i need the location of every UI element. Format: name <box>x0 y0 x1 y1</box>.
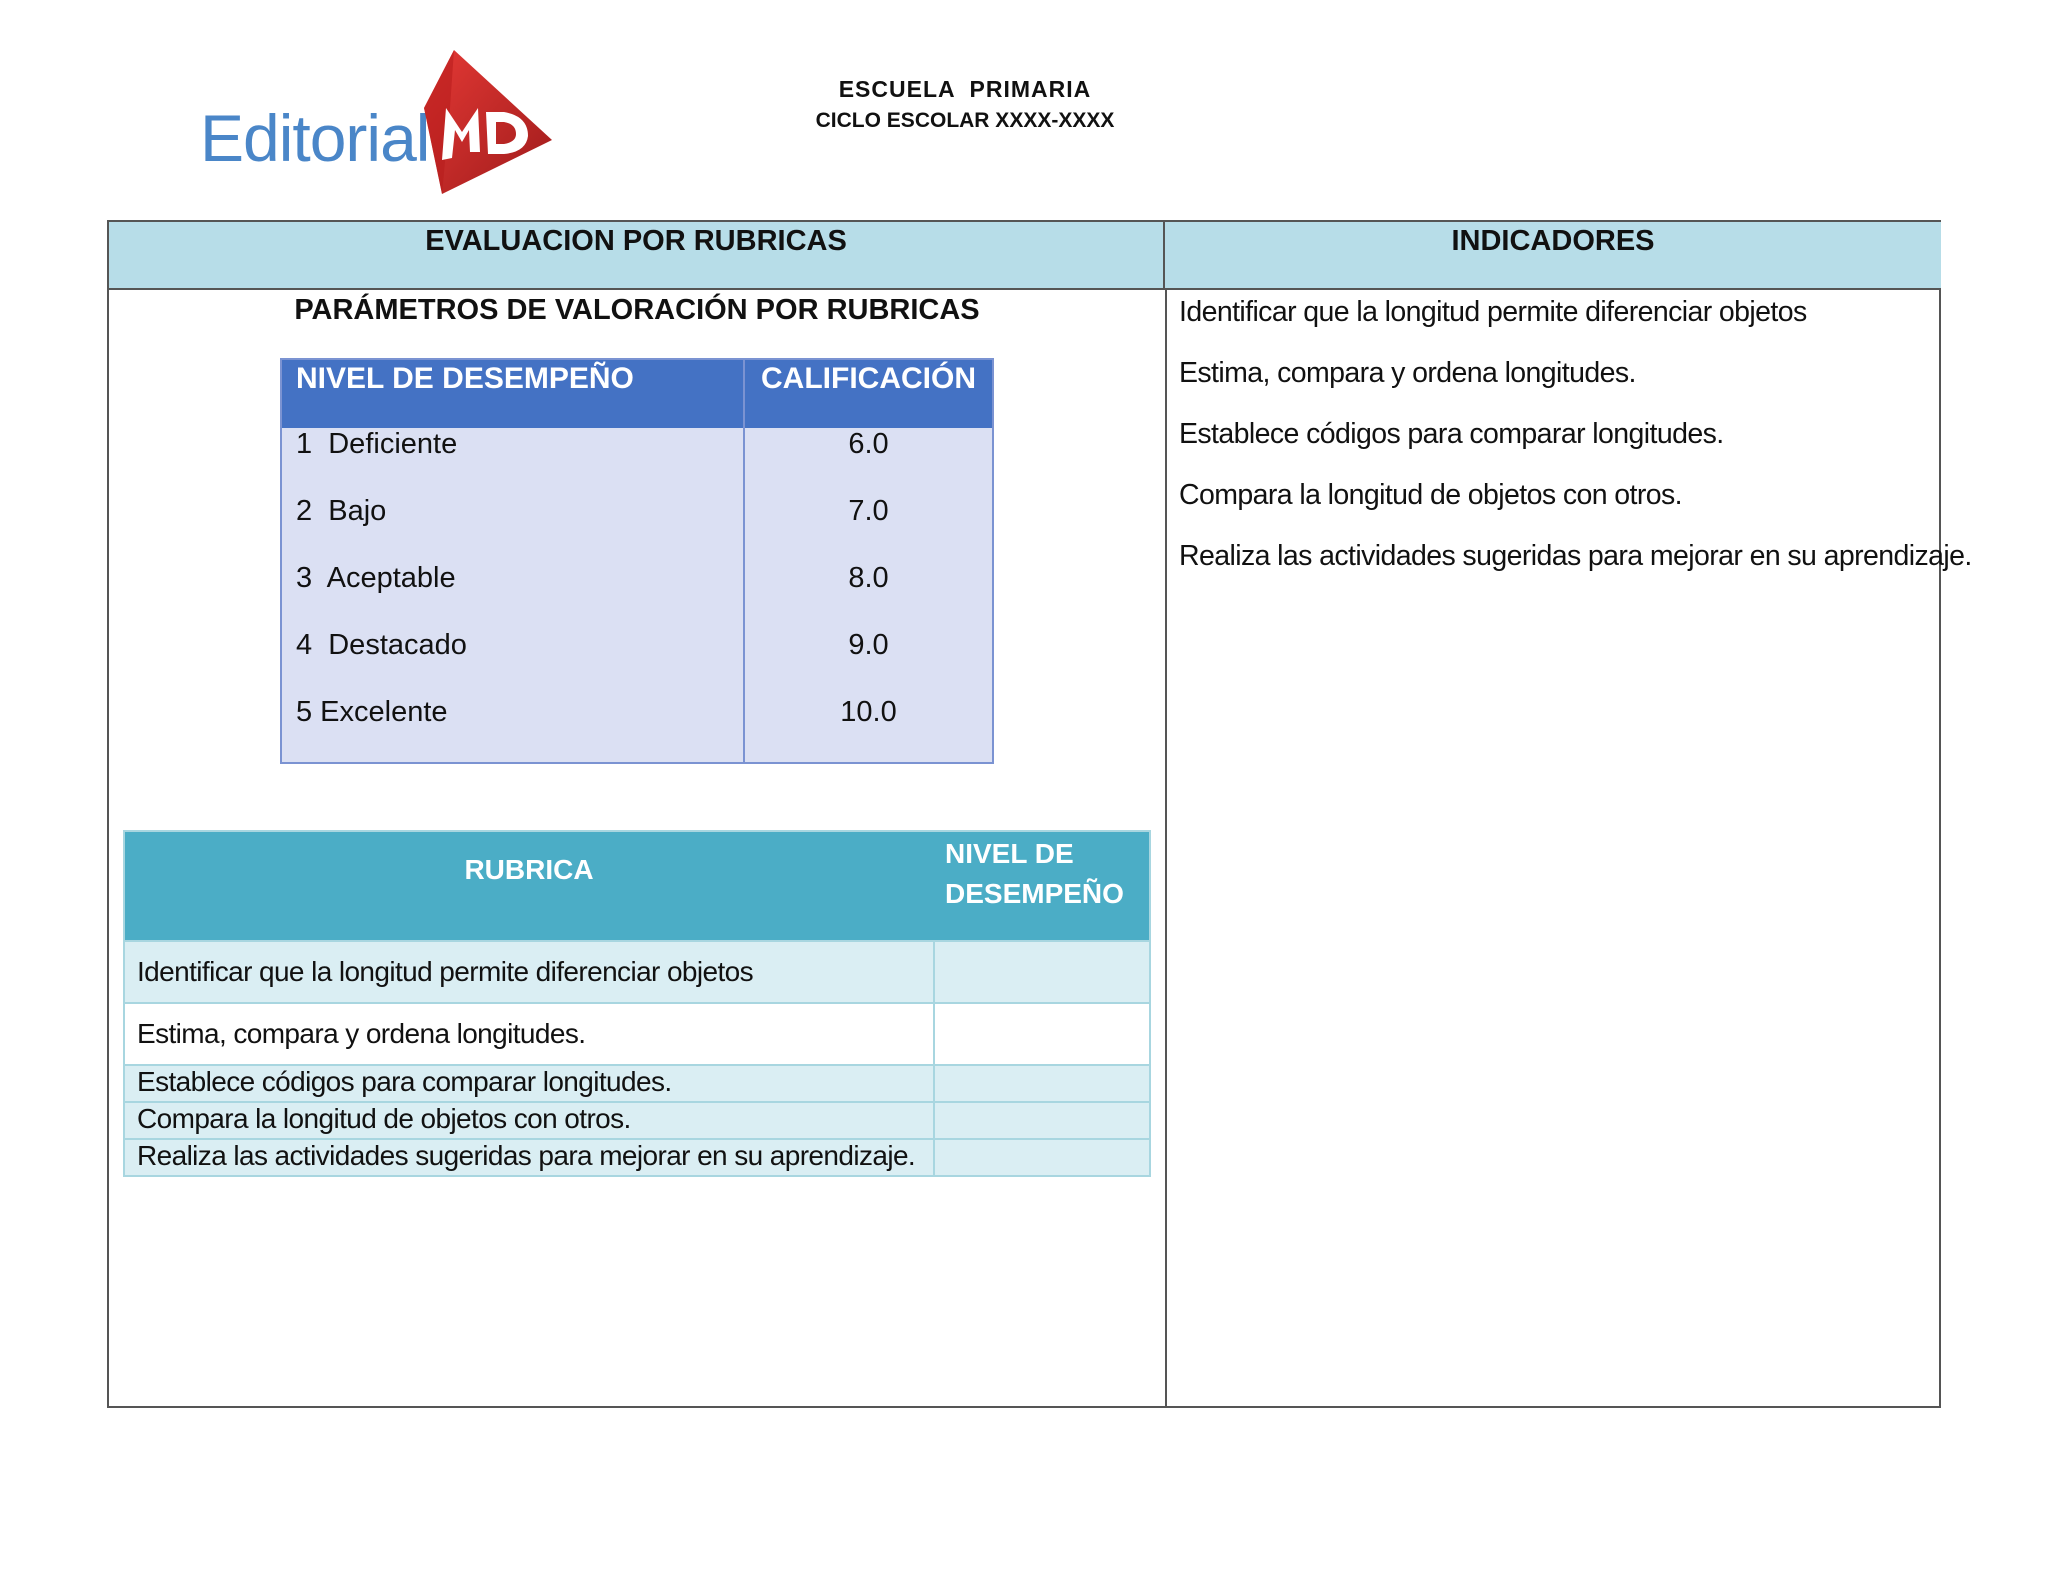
level-score: 10.0 <box>840 696 897 728</box>
rubrica-row <box>125 1101 1149 1138</box>
rubrica-divider <box>933 942 935 1002</box>
rubrica-table <box>123 830 1151 1177</box>
level-name: 3 Aceptable <box>296 562 456 594</box>
level-row <box>282 696 992 763</box>
rubrica-row <box>125 1002 1149 1064</box>
rubrica-divider <box>933 1066 935 1101</box>
params-title: PARÁMETROS DE VALORACIÓN POR RUBRICAS <box>294 294 980 326</box>
rubrica-row <box>125 1064 1149 1101</box>
rubrica-divider <box>933 1103 935 1138</box>
score-column-header: CALIFICACIÓN <box>761 362 976 395</box>
evaluation-header: EVALUACION POR RUBRICAS <box>109 222 1165 290</box>
indicators-header: INDICADORES <box>1165 222 1941 290</box>
level-score: 7.0 <box>848 495 889 527</box>
indicator-item: Realiza las actividades sugeridas para mejorar en su aprendizaje. <box>1179 540 1972 572</box>
level-name: 2 Bajo <box>296 495 387 527</box>
school-name: ESCUELA PRIMARIA <box>838 76 1092 102</box>
editorial-md-logo <box>196 48 556 198</box>
rubrica-row <box>125 940 1149 1002</box>
level-name: 1 Deficiente <box>296 428 458 460</box>
rubrica-row <box>125 1138 1149 1175</box>
rubrica-criterion: Estima, compara y ordena longitudes. <box>137 1018 586 1049</box>
performance-header-line1: NIVEL DE <box>945 838 1074 869</box>
rubrica-table-header <box>125 832 1149 940</box>
level-score: 6.0 <box>848 428 889 460</box>
level-row <box>282 428 992 495</box>
level-name: 4 Destacado <box>296 629 467 661</box>
rubrica-column-header: RUBRICA <box>464 854 594 885</box>
level-row <box>282 562 992 629</box>
rubrica-criterion: Identificar que la longitud permite diferenciar objetos <box>137 956 754 987</box>
logo-text: Editorial <box>200 101 430 175</box>
rubrica-divider <box>933 1140 935 1175</box>
indicators-list <box>1179 294 1972 599</box>
level-score: 8.0 <box>848 562 889 594</box>
level-row <box>282 629 992 696</box>
rubrica-criterion: Realiza las actividades sugeridas para mejorar en su aprendizaje. <box>137 1140 916 1171</box>
md-logo-icon <box>424 48 556 194</box>
school-cycle: CICLO ESCOLAR XXXX-XXXX <box>815 109 1115 132</box>
performance-header-line2: DESEMPEÑO <box>945 878 1124 909</box>
level-name: 5 Excelente <box>296 696 448 728</box>
indicator-item: Compara la longitud de objetos con otros. <box>1179 479 1682 511</box>
indicator-item: Estima, compara y ordena longitudes. <box>1179 357 1636 389</box>
performance-column-header <box>945 834 1124 914</box>
indicator-item: Identificar que la longitud permite diferenciar objetos <box>1179 296 1807 328</box>
rubrica-criterion: Compara la longitud de objetos con otros. <box>137 1103 631 1134</box>
level-score: 9.0 <box>848 629 889 661</box>
rubrica-divider <box>933 1004 935 1064</box>
column-divider <box>1165 290 1167 1408</box>
levels-table-header <box>282 360 992 428</box>
level-row <box>282 495 992 562</box>
indicator-item: Establece códigos para comparar longitudes. <box>1179 418 1724 450</box>
performance-levels-table <box>280 358 994 764</box>
school-header <box>700 76 1230 133</box>
rubrica-criterion: Establece códigos para comparar longitudes. <box>137 1066 672 1097</box>
level-column-header: NIVEL DE DESEMPEÑO <box>296 362 634 395</box>
evaluation-table <box>107 220 1972 1408</box>
